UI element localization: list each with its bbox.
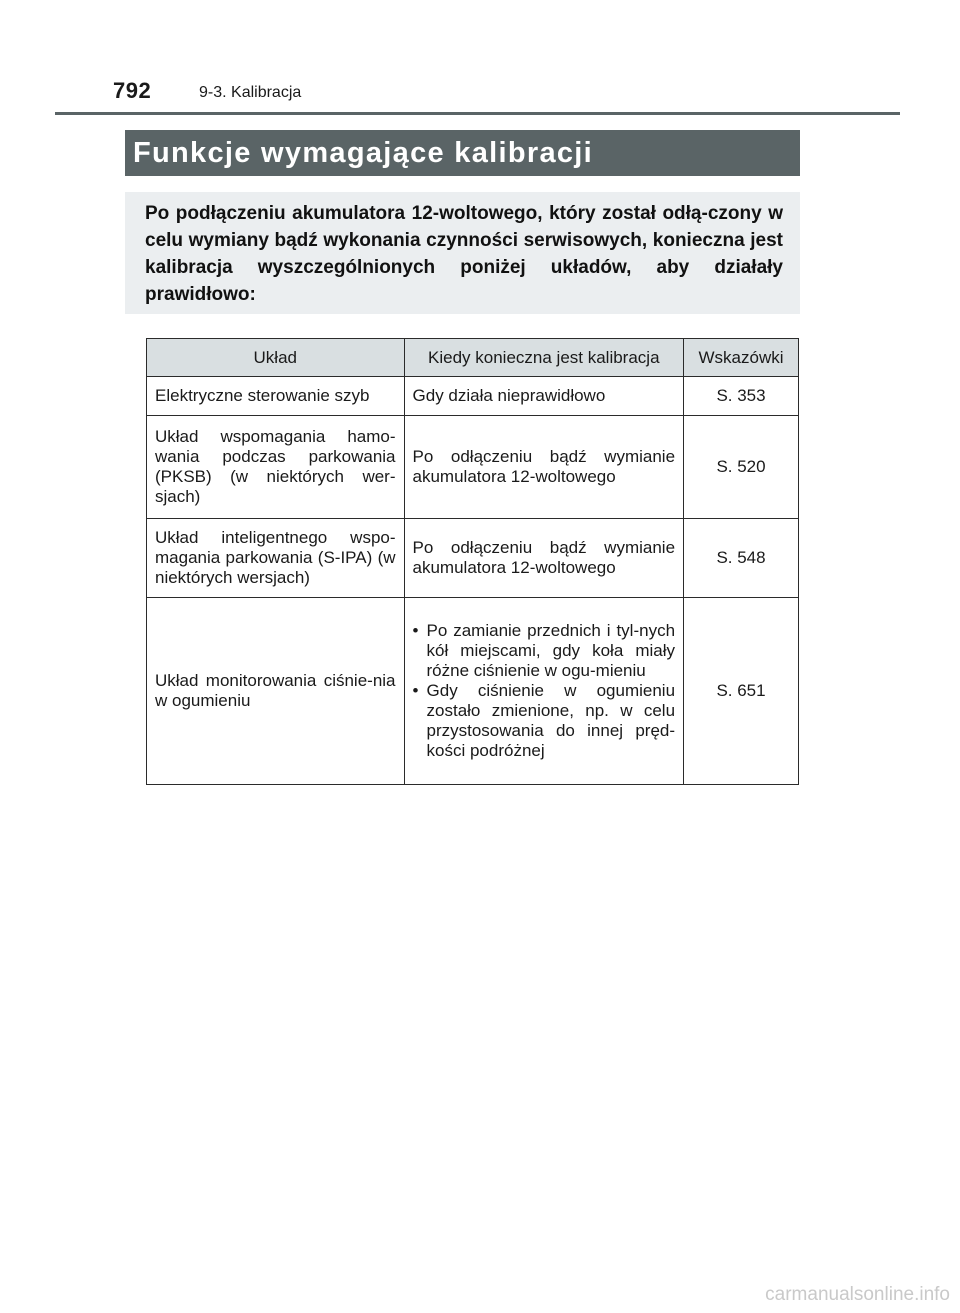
section-reference: 9-3. Kalibracja xyxy=(199,84,302,101)
column-header-notes: Wskazówki xyxy=(684,339,799,377)
bullet-icon: • xyxy=(412,681,419,700)
table-header-row xyxy=(147,339,799,377)
table-row xyxy=(147,598,799,785)
when-cell: Po odłączeniu bądź wymianie akumulatora 12-woltowego xyxy=(404,416,684,519)
watermark: carmanualsonline.info xyxy=(765,1284,950,1305)
when-cell xyxy=(404,598,684,785)
table-row xyxy=(147,377,799,416)
column-header-system: Układ xyxy=(147,339,405,377)
page-reference-cell: S. 353 xyxy=(684,377,799,416)
page-reference-cell: S. 520 xyxy=(684,416,799,519)
column-header-when: Kiedy konieczna jest kalibracja xyxy=(404,339,684,377)
calibration-table xyxy=(146,338,799,785)
section-title-bar xyxy=(125,130,800,176)
when-cell: Po odłączeniu bądź wymianie akumulatora 12-woltowego xyxy=(404,519,684,598)
condition-list xyxy=(413,621,676,761)
page-reference-cell: S. 651 xyxy=(684,598,799,785)
when-cell: Gdy działa nieprawidłowo xyxy=(404,377,684,416)
bullet-icon: • xyxy=(412,621,419,640)
table-row xyxy=(147,519,799,598)
condition-text: Po zamianie przednich i tyl-nych kół miejscami, gdy koła miały różne ciśnienie w ogu-mieniu xyxy=(426,621,676,680)
table-row xyxy=(147,416,799,519)
intro-text: Po podłączeniu akumulatora 12-woltowego, który został odłą-czony w celu wymiany bądź wykonania czynności serwisowych, konieczna jest kalibracja wyszczególnionych poniżej układów, aby działały prawidłowo: xyxy=(145,203,783,305)
list-item xyxy=(413,681,676,761)
header-divider xyxy=(55,112,900,115)
page-number: 792 xyxy=(113,78,152,103)
condition-text: Gdy ciśnienie w ogumieniu zostało zmienione, np. w celu przystosowania do innej pręd-kości podróżnej xyxy=(426,681,676,760)
system-cell: Układ inteligentnego wspo-magania parkowania (S-IPA) (w niektórych wersjach) xyxy=(147,519,405,598)
section-title: Funkcje wymagające kalibracji xyxy=(133,136,594,169)
system-cell: Układ monitorowania ciśnie-nia w ogumieniu xyxy=(147,598,405,785)
intro-box xyxy=(125,192,800,314)
list-item xyxy=(413,621,676,681)
system-cell: Elektryczne sterowanie szyb xyxy=(147,377,405,416)
system-cell: Układ wspomagania hamo-wania podczas parkowania (PKSB) (w niektórych wer-sjach) xyxy=(147,416,405,519)
page-reference-cell: S. 548 xyxy=(684,519,799,598)
